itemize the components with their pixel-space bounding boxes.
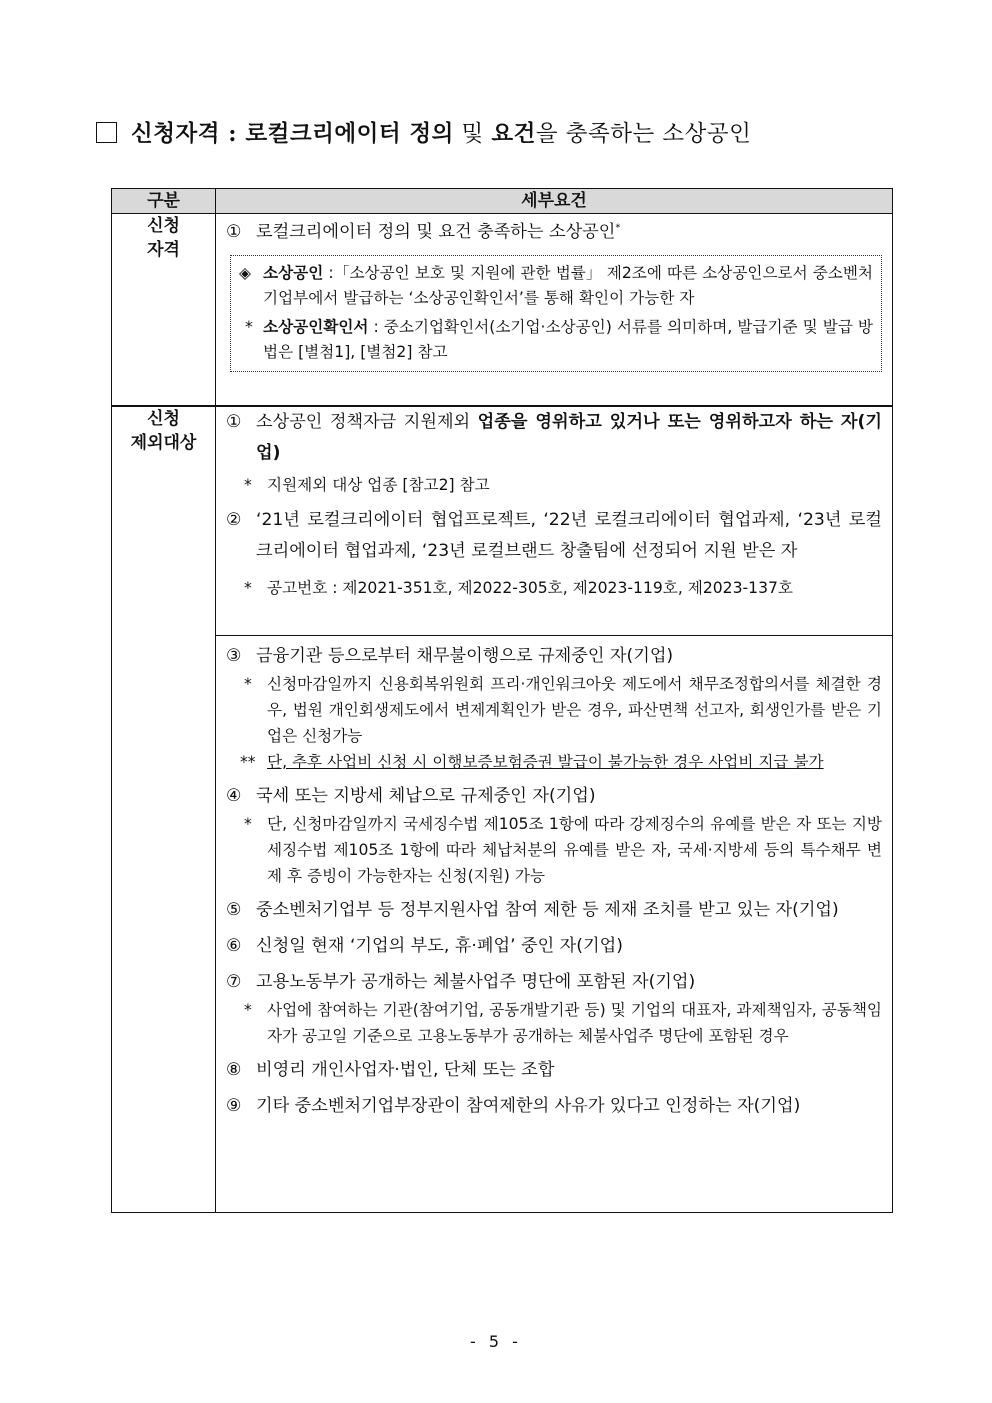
definition-box: [230, 255, 882, 372]
item-number: ⑦: [226, 972, 242, 992]
item-text: 고용노동부가 공개하는 체불사업주 명단에 포함된 자(기업): [256, 972, 696, 992]
exclusion-row-1: [112, 406, 893, 636]
eligibility-details: [216, 214, 893, 406]
table-header-row: [112, 189, 893, 214]
exclusion-item-4: [226, 782, 882, 811]
exclusion-group-2: [216, 636, 893, 1213]
eligibility-label-line1: 신청: [147, 216, 180, 236]
item-number: ④: [226, 786, 242, 806]
item-text: 소상공인 정책자금 지원제외: [256, 411, 478, 432]
section-heading: [96, 113, 916, 151]
exclusion-note-7: [226, 997, 882, 1049]
exclusion-label: [112, 406, 216, 1213]
heading-part4: 을 충족하는 소상공인: [535, 121, 752, 147]
item-number: ⑥: [226, 936, 242, 956]
asterisk-mark: *: [244, 1001, 252, 1019]
asterisk-mark: *: [244, 675, 252, 693]
heading-part2: 및: [453, 121, 492, 147]
definition-text: : 중소기업확인서(소기업·소상공인) 서류를 의미하며, 발급기준 및 발급 방법은 [별첨1], [별첨2] 참고: [263, 318, 873, 361]
note-text: 지원제외 대상 업종 [참고2] 참고: [267, 475, 490, 494]
exclusion-item-9: [226, 1092, 882, 1121]
exclusion-note-3a: [226, 671, 882, 749]
definition-certificate: [239, 315, 873, 365]
exclusion-item-3: [226, 642, 882, 671]
exclusion-row-2: [112, 636, 893, 1213]
item-number: ②: [226, 509, 242, 530]
eligibility-label-line2: 자격: [147, 240, 180, 260]
header-category: 구분: [112, 189, 216, 214]
exclusion-item-1: [226, 407, 882, 469]
eligibility-label: [112, 214, 216, 406]
definition-small-business: [239, 261, 873, 311]
exclusion-item-6: [226, 932, 882, 961]
note-text: 단, 신청마감일까지 국세징수법 제105조 1항에 따라 강제징수의 유예를 받은 자 또는 지방세징수법 제105조 1항에 따라 체납처분의 유예를 받은 자, 국세·지방세 등의 특수채무 변제 후 증빙이 가능한자는 신청(지원) 가능: [267, 815, 882, 885]
asterisk-mark: *: [244, 578, 252, 597]
exclusion-label-line2: 제외대상: [130, 432, 197, 453]
asterisk-mark: *: [245, 318, 253, 336]
item-number: ③: [226, 646, 242, 666]
item-text: 금융기관 등으로부터 채무불이행으로 규제중인 자(기업): [256, 646, 674, 666]
double-asterisk-mark: **: [240, 753, 256, 771]
checkbox-square-icon: [96, 122, 117, 143]
exclusion-item-8: [226, 1056, 882, 1085]
requirements-table: [111, 188, 893, 1213]
item-number: ⑨: [226, 1096, 242, 1116]
heading-part3: 요건: [491, 121, 536, 147]
page-number: - 5 -: [470, 1332, 522, 1351]
item-number: ⑤: [226, 900, 242, 920]
exclusion-note-1: [226, 472, 882, 498]
exclusion-label-line1: 신청: [147, 408, 180, 429]
item-text: ‘21년 로컬크리에이터 협업프로젝트, ‘22년 로컬크리에이터 협업과제, ‘23년 로컬크리에이터 협업과제, ‘23년 로컬브랜드 창출팀에 선정되어 지원 받은 자: [256, 509, 882, 561]
note-text: 공고번호 : 제2021-351호, 제2022-305호, 제2023-119호, 제2023-137호: [267, 578, 793, 597]
exclusion-note-4: [226, 811, 882, 889]
item-number: ①: [226, 411, 242, 432]
item-text: 로컬크리에이터 정의 및 요건 충족하는 소상공인: [256, 222, 616, 242]
footnote-mark: *: [615, 222, 621, 234]
note-text: 사업에 참여하는 기관(참여기업, 공동개발기관 등) 및 기업의 대표자, 과제책임자, 공동책임자가 공고일 기준으로 고용노동부가 공개하는 체불사업주 명단에 포함된 경우: [267, 1001, 882, 1045]
exclusion-note-2: [226, 575, 882, 601]
eligibility-item-1: [226, 218, 884, 247]
note-text: 신청마감일까지 신용회복위원회 프리·개인워크아웃 제도에서 채무조정합의서를 체결한 경우, 법원 개인회생제도에서 변제계획인가 받은 경우, 파산면책 선고자, 회생인가를 받은 기업은 신청가능: [267, 675, 882, 745]
header-details: 세부요건: [216, 189, 893, 214]
item-text: 기타 중소벤처기업부장관이 참여제한의 사유가 있다고 인정하는 자(기업): [256, 1096, 801, 1116]
asterisk-mark: *: [244, 475, 252, 494]
asterisk-mark: *: [244, 815, 252, 833]
diamond-icon: ◈: [239, 264, 251, 282]
item-text: 신청일 현재 ‘기업의 부도, 휴·폐업’ 중인 자(기업): [256, 936, 623, 956]
item-text: 비영리 개인사업자·법인, 단체 또는 조합: [256, 1060, 555, 1080]
exclusion-item-7: [226, 968, 882, 997]
term: 소상공인: [263, 264, 324, 282]
exclusion-group-1: [216, 406, 893, 636]
term: 소상공인확인서: [263, 318, 369, 336]
item-text: 국세 또는 지방세 체납으로 규제중인 자(기업): [256, 786, 596, 806]
exclusion-item-5: [226, 896, 882, 925]
item-number: ①: [226, 222, 242, 242]
item-number: ⑧: [226, 1060, 242, 1080]
item-text-bold: 업종을 영위하고 있거나 또는 영위하고자 하는 자(기업): [256, 411, 882, 463]
item-text: 중소벤처기업부 등 정부지원사업 참여 제한 등 제재 조치를 받고 있는 자(기업): [256, 900, 839, 920]
eligibility-row: [112, 214, 893, 406]
definition-text: :「소상공인 보호 및 지원에 관한 법률」 제2조에 따른 소상공인으로서 중소벤처기업부에서 발급하는 ‘소상공인확인서’를 통해 확인이 가능한 자: [263, 264, 873, 307]
exclusion-note-3b: [226, 749, 882, 775]
heading-part1: 신청자격 : 로컬크리에이터 정의: [131, 121, 454, 147]
exclusion-item-2: [226, 505, 882, 567]
note-text-underlined: 단, 추후 사업비 신청 시 이행보증보험증권 발급이 불가능한 경우 사업비 지급 불가: [267, 753, 824, 771]
